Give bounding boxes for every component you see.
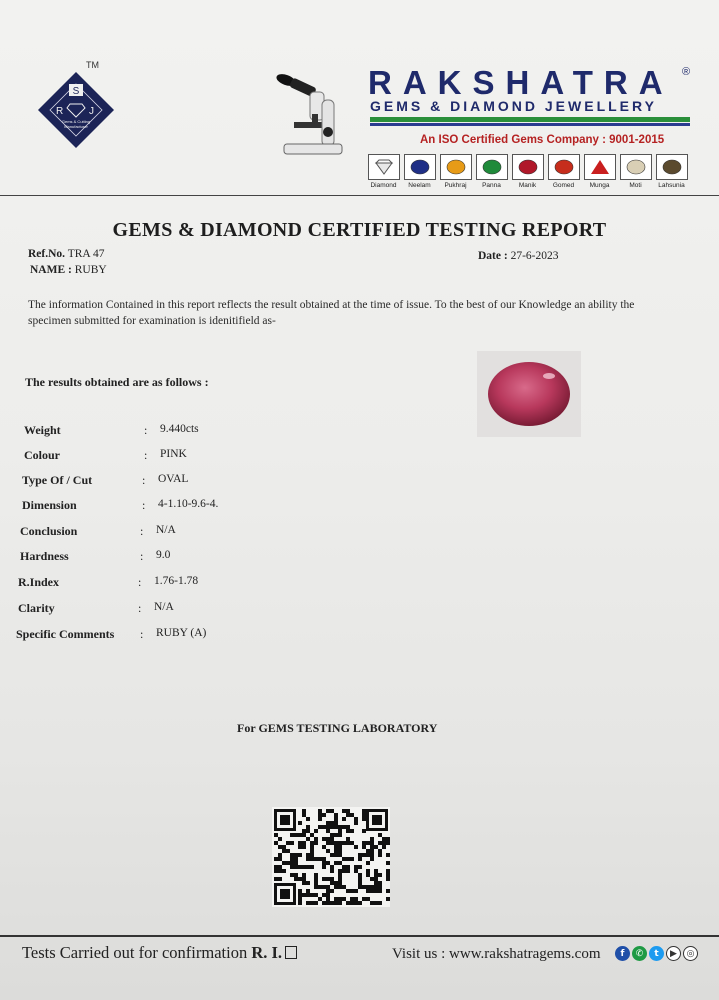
- spec-separator: :: [140, 524, 144, 538]
- gem-swatch-icon: [476, 154, 508, 180]
- gem-swatch-icon: [656, 154, 688, 180]
- spec-row: [20, 524, 176, 539]
- gem-swatch-icon: [368, 154, 400, 180]
- brand-subtitle: GEMS & DIAMOND JEWELLERY: [370, 98, 657, 114]
- spec-label: Colour: [24, 448, 60, 462]
- gem-swatch-icon: [584, 154, 616, 180]
- spec-separator: :: [140, 627, 144, 641]
- gem-label: Gomed: [552, 182, 575, 189]
- spec-value: OVAL: [158, 473, 189, 485]
- instagram-icon[interactable]: ◎: [683, 946, 698, 961]
- gem-item: [583, 154, 616, 189]
- spec-separator: :: [144, 448, 148, 462]
- ref-line: [28, 248, 104, 260]
- social-icons: [615, 946, 698, 961]
- ref-value: TRA 47: [67, 248, 105, 260]
- spec-value: N/A: [156, 524, 176, 536]
- ref-label: Ref.No.: [28, 248, 66, 260]
- spec-value: 9.0: [156, 549, 171, 561]
- date-label: Date :: [478, 250, 508, 262]
- spec-value: 9.440cts: [160, 423, 199, 435]
- gem-item: [547, 154, 580, 189]
- gemstone-photo: [477, 351, 581, 437]
- footer-divider: [0, 935, 719, 937]
- gem-label: Munga: [589, 182, 610, 189]
- svg-text:S: S: [72, 86, 80, 97]
- gem-swatch-icon: [404, 154, 436, 180]
- spec-value: PINK: [160, 448, 187, 460]
- spec-row: [22, 473, 188, 488]
- gem-label: Moti: [629, 182, 642, 189]
- spec-separator: :: [140, 549, 144, 563]
- whatsapp-icon[interactable]: ✆: [632, 946, 647, 961]
- brand-underline-green: [370, 117, 690, 122]
- spec-label: Clarity: [18, 601, 55, 615]
- gem-swatch-icon: [512, 154, 544, 180]
- gem-strip: [367, 154, 688, 189]
- svg-text:Manufacturer: Manufacturer: [64, 124, 88, 129]
- registered-mark: ®: [682, 66, 691, 78]
- lab-signature-label: For GEMS TESTING LABORATORY: [237, 721, 438, 735]
- spec-row: [22, 498, 218, 513]
- gem-swatch-icon: [440, 154, 472, 180]
- gem-label: Pukhraj: [444, 182, 467, 189]
- gem-item: [619, 154, 652, 189]
- microscope-icon: [272, 70, 346, 158]
- facebook-icon[interactable]: f: [615, 946, 630, 961]
- tests-text: Tests Carried out for confirmation: [22, 943, 248, 962]
- gem-label: Lahsunia: [658, 182, 685, 189]
- spec-separator: :: [142, 473, 146, 487]
- spec-row: [18, 601, 174, 616]
- spec-separator: :: [138, 575, 142, 589]
- spec-row: [18, 575, 198, 590]
- tests-note: [22, 943, 297, 963]
- gem-item: [367, 154, 400, 189]
- spec-separator: :: [138, 601, 142, 615]
- spec-value: RUBY (A): [156, 627, 207, 639]
- gem-label: Diamond: [370, 182, 397, 189]
- gem-label: Neelam: [408, 182, 431, 189]
- qr-code: [272, 807, 390, 907]
- gem-label: Panna: [482, 182, 501, 189]
- website-link[interactable]: Visit us : www.rakshatragems.com: [392, 946, 601, 962]
- logo-trademark: TM: [86, 60, 99, 70]
- gem-item: [475, 154, 508, 189]
- youtube-icon[interactable]: ▶: [666, 946, 681, 961]
- srj-logo: [36, 70, 116, 150]
- gem-item: [655, 154, 688, 189]
- spec-row: [24, 448, 187, 463]
- name-value: RUBY: [74, 264, 107, 276]
- date-line: [478, 250, 559, 262]
- spec-value: 1.76-1.78: [154, 575, 199, 587]
- gem-item: [403, 154, 436, 189]
- gem-swatch-icon: [620, 154, 652, 180]
- spec-separator: :: [144, 423, 148, 437]
- spec-label: Hardness: [20, 549, 69, 563]
- svg-text:Gems & Cutting: Gems & Cutting: [61, 119, 91, 124]
- spec-label: R.Index: [18, 575, 60, 589]
- date-value: 27-6-2023: [510, 250, 559, 262]
- gem-item: [439, 154, 472, 189]
- svg-text:R: R: [56, 106, 64, 117]
- spec-label: Type Of / Cut: [22, 473, 93, 487]
- spec-row: [24, 423, 199, 438]
- gem-item: [511, 154, 544, 189]
- ruby-stone-image: [477, 351, 581, 437]
- name-label: NAME :: [30, 264, 72, 276]
- spec-value: N/A: [154, 601, 174, 613]
- twitter-icon[interactable]: t: [649, 946, 664, 961]
- spec-label: Weight: [24, 423, 61, 437]
- spec-label: Conclusion: [20, 524, 78, 538]
- checkbox-icon: [285, 946, 297, 959]
- header-divider: [0, 195, 719, 196]
- brand-underline-blue: [370, 123, 690, 126]
- spec-separator: :: [142, 498, 146, 512]
- svg-text:J: J: [89, 106, 94, 117]
- spec-label: Dimension: [22, 498, 77, 512]
- brand-name: RAKSHATRA: [368, 64, 674, 101]
- gem-swatch-icon: [548, 154, 580, 180]
- results-heading: The results obtained are as follows :: [25, 375, 209, 389]
- intro-paragraph: The information Contained in this report reflects the result obtained at the time of issue. To the best of our Knowledge an ability the specimen submitted for examination is idenitifield as-: [28, 299, 635, 327]
- name-line: [30, 264, 107, 276]
- tests-code: R. I.: [251, 943, 283, 962]
- spec-label: Specific Comments: [16, 627, 115, 641]
- iso-certification: An ISO Certified Gems Company : 9001-2015: [420, 134, 665, 146]
- report-title: GEMS & DIAMOND CERTIFIED TESTING REPORT: [112, 219, 607, 241]
- gem-label: Manik: [518, 182, 537, 189]
- spec-value: 4-1.10-9.6-4.: [158, 498, 219, 510]
- spec-row: [16, 627, 206, 642]
- spec-row: [20, 549, 170, 564]
